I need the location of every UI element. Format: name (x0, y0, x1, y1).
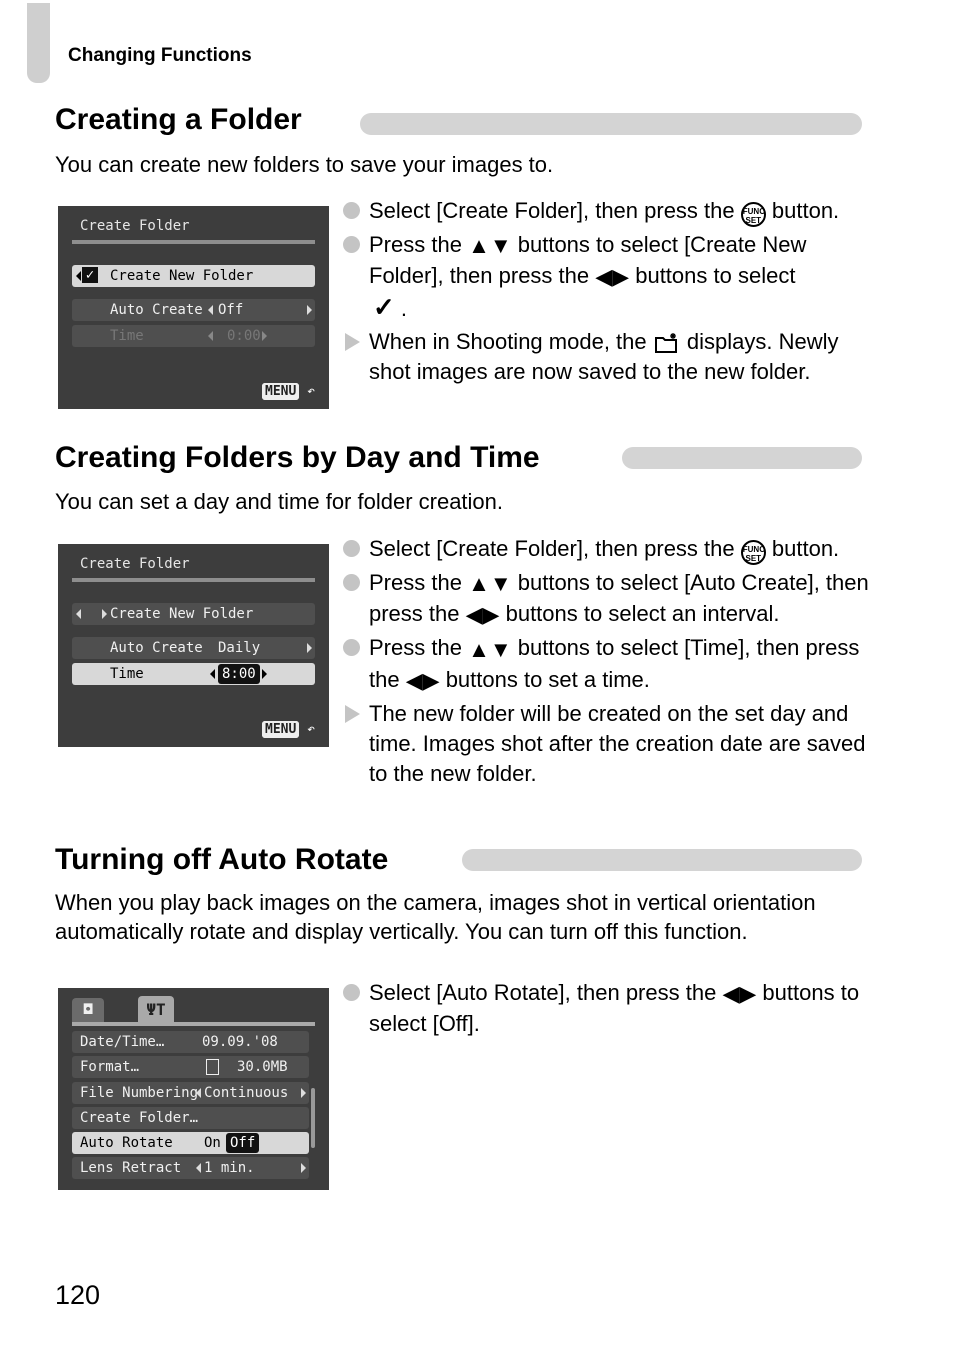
section2-step4: The new folder will be created on the set day and time. Images shot after the creation date are saved to the new folder. (343, 699, 883, 789)
screen-divider (72, 1022, 315, 1026)
bullet-icon (343, 202, 360, 219)
screen-row-lens-retract: Lens Retract 1 min. (72, 1157, 309, 1179)
section1-steps (343, 196, 883, 387)
screen-row-auto-create: Auto Create Off (72, 299, 315, 321)
new-folder-icon (653, 332, 681, 356)
checkmark-icon: ✓ (82, 267, 98, 283)
scrollbar-thumb (311, 1088, 315, 1148)
section3-step1: Select [Auto Rotate], then press the ◀▶ buttons to select [Off]. (343, 978, 883, 1039)
camera-tab-icon: ◘ (72, 998, 104, 1023)
section1-step2: Press the ▲▼ buttons to select [Create New Folder], then press the ◀▶ buttons to select ✓ . (343, 230, 883, 324)
section3-camera-screen (58, 988, 329, 1190)
screen-divider (72, 578, 315, 582)
section2-intro: You can set a day and time for folder creation. (55, 489, 504, 514)
section1-intro: You can create new folders to save your images to. (55, 152, 554, 177)
screen-row-create-folder: Create Folder… (72, 1107, 309, 1129)
screen-row-date-time: Date/Time… 09.09.'08 (72, 1031, 309, 1053)
screen-row-file-numbering: File Numbering Continuous (72, 1082, 309, 1104)
section1-title: Creating a Folder (55, 103, 302, 136)
menu-return-indicator: MENU ↶ (262, 722, 315, 737)
section2-steps (343, 534, 883, 789)
bullet-icon (343, 574, 360, 591)
section2-title: Creating Folders by Day and Time (55, 441, 540, 474)
up-down-arrows-icon: ▲▼ (468, 233, 512, 259)
tools-tab-icon: ΨT (138, 996, 174, 1023)
bullet-icon (343, 984, 360, 1001)
left-right-arrows-icon: ◀▶ (405, 667, 440, 693)
section3-title: Turning off Auto Rotate (55, 843, 389, 876)
screen-row-time: Time 0:00 (72, 325, 315, 347)
section3-title-bar (462, 849, 862, 871)
result-arrow-icon (345, 705, 360, 723)
screen-divider (72, 240, 315, 244)
left-right-arrows-icon: ◀▶ (595, 264, 630, 290)
bullet-icon (343, 639, 360, 656)
screen-row-create-new-folder: ✓ Create New Folder (72, 265, 315, 287)
bullet-icon (343, 540, 360, 557)
checkmark-icon: ✓ (373, 292, 395, 323)
section2-title-bar (622, 447, 862, 469)
chapter-tab (27, 3, 50, 83)
section2-step3: Press the ▲▼ buttons to select [Time], then press the ◀▶ buttons to set a time. (343, 633, 883, 695)
section3-intro: When you play back images on the camera, images shot in vertical orientation automatically rotate and display vertically. You can turn off this function. (55, 890, 816, 944)
up-down-arrows-icon: ▲▼ (468, 571, 512, 597)
screen-row-auto-rotate: Auto Rotate On Off (72, 1132, 309, 1154)
screen-title: Create Folder (80, 218, 190, 234)
section2-step2: Press the ▲▼ buttons to select [Auto Create], then press the ◀▶ buttons to select an interval. (343, 568, 883, 630)
page-number: 120 (55, 1280, 101, 1310)
running-head: Changing Functions (68, 45, 252, 66)
section2-camera-screen (58, 544, 329, 747)
left-right-arrows-icon: ◀▶ (465, 602, 500, 628)
return-icon: ↶ (307, 384, 315, 399)
func-set-icon: FUNC SET (741, 540, 766, 565)
screen-title: Create Folder (80, 556, 190, 572)
screen-row-format: Format… 30.0MB (72, 1056, 309, 1078)
section1-camera-screen (58, 206, 329, 409)
section3-steps (343, 978, 883, 1039)
screen-row-auto-create: Auto Create Daily (72, 637, 315, 659)
result-arrow-icon (345, 333, 360, 351)
return-icon: ↶ (307, 722, 315, 737)
up-down-arrows-icon: ▲▼ (468, 636, 512, 662)
func-set-icon: FUNC SET (741, 202, 766, 227)
left-right-arrows-icon: ◀▶ (722, 981, 757, 1007)
screen-row-create-new-folder: Create New Folder (72, 603, 315, 625)
section1-step1: Select [Create Folder], then press the FUNC SET button. (343, 196, 883, 227)
menu-return-indicator: MENU ↶ (262, 384, 315, 399)
memory-card-icon (206, 1059, 219, 1075)
section1-title-bar (360, 113, 862, 135)
section1-step3: When in Shooting mode, the displays. Newly shot images are now saved to the new folder. (343, 327, 883, 387)
section2-step1: Select [Create Folder], then press the FUNC SET button. (343, 534, 883, 565)
bullet-icon (343, 236, 360, 253)
screen-row-time: Time 8:00 (72, 663, 315, 685)
